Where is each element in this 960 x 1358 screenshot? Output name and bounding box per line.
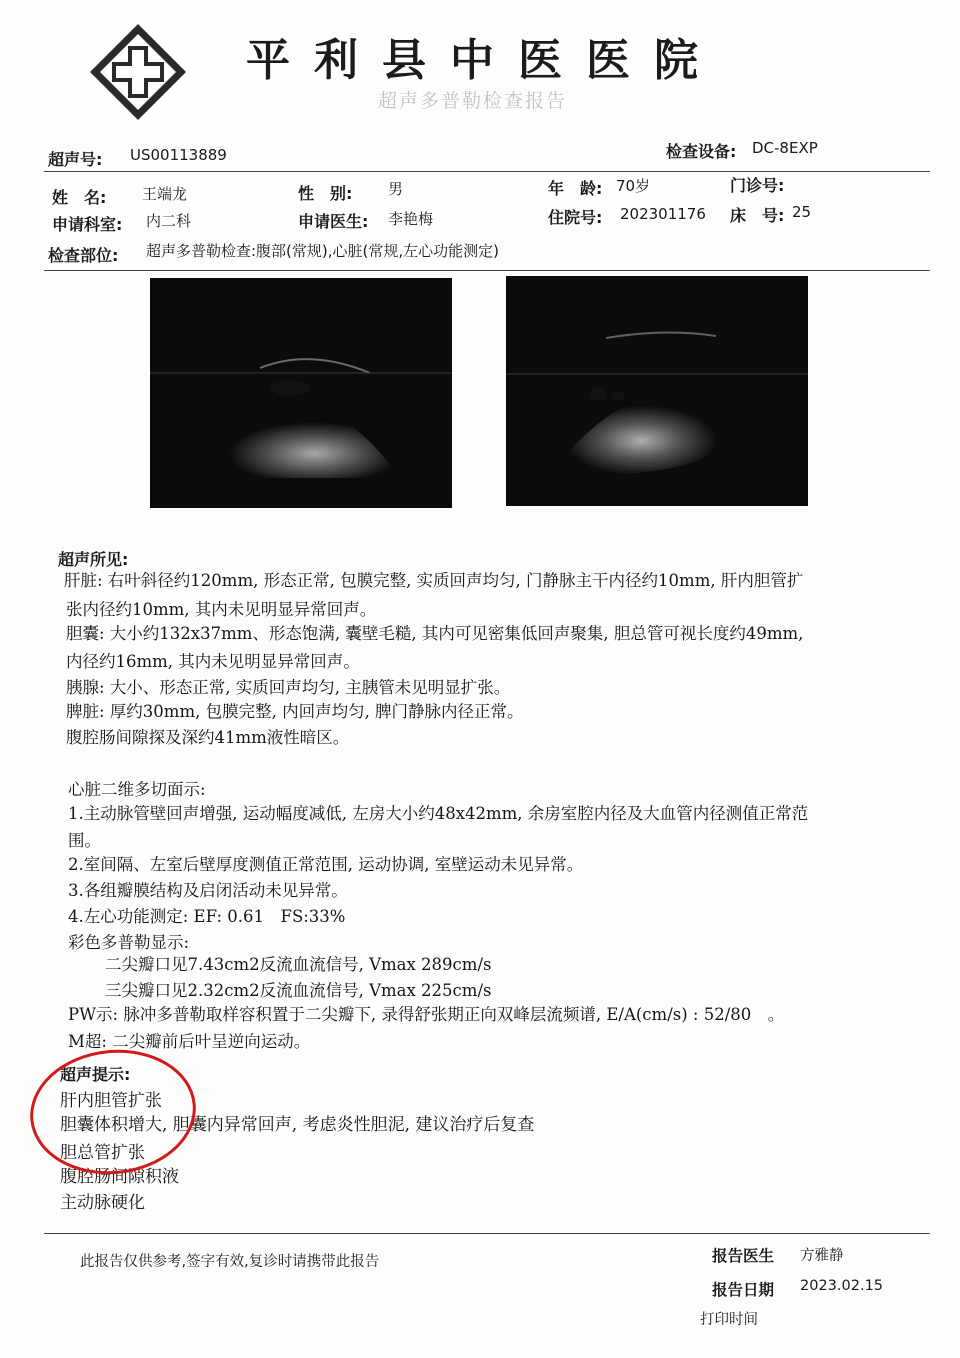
heart-line: 彩色多普勒显示: [68, 933, 190, 952]
bed-no: 25 [792, 203, 812, 221]
dept-label: 申请科室: [52, 215, 123, 234]
ultrasound-scan-icon [506, 276, 808, 506]
report-date: 2023.02.15 [800, 1278, 884, 1294]
heart-line: 三尖瓣口见2.32cm2反流血流信号, Vmax 225cm/s [72, 981, 492, 1000]
clinic-label: 门诊号: [730, 176, 785, 195]
findings-line: 脾脏: 厚约30mm, 包膜完整, 内回声均匀, 脾门静脉内径正常。 [66, 702, 524, 721]
findings-line: 胆囊: 大小约132x37mm、形态饱满, 囊壁毛糙, 其内可见密集低回声聚集, 胆总管可视长度约49mm, [66, 624, 804, 643]
impression-title: 超声提示: [60, 1065, 131, 1084]
findings-line: 肝脏: 右叶斜径约120mm, 形态正常, 包膜完整, 实质回声均匀, 门静脉主干内径约10mm, 肝内胆管扩 [64, 571, 804, 590]
sex-label: 性 别: [298, 184, 353, 203]
report-no: US00113889 [130, 146, 227, 164]
requesting-doctor: 李艳梅 [388, 210, 434, 228]
findings-line: 内径约16mm, 其内未见明显异常回声。 [66, 652, 360, 671]
print-time-label: 打印时间 [700, 1312, 758, 1328]
findings-line: 张内径约10mm, 其内未见明显异常回声。 [66, 600, 377, 619]
device-label: 检查设备: [666, 142, 737, 161]
age-label: 年 龄: [548, 179, 603, 198]
red-cross-emblem-icon [88, 22, 188, 122]
name-label: 姓 名: [52, 188, 107, 207]
device: DC-8EXP [752, 139, 818, 157]
footer-rule [44, 1233, 930, 1234]
bed-label: 床 号: [730, 206, 785, 225]
footer-note: 此报告仅供参考,签字有效,复诊时请携带此报告 [80, 1254, 380, 1270]
heart-line: 3.各组瓣膜结构及启闭活动未见异常。 [68, 881, 348, 900]
header-rule-top [44, 171, 930, 172]
impression-line: 腹腔肠间隙积液 [60, 1167, 179, 1187]
patient-name: 王端龙 [142, 185, 188, 203]
hospital-name: 平利县中医医院 [246, 35, 722, 86]
heart-line: 1.主动脉管壁回声增强, 运动幅度减低, 左房大小约48x42mm, 余房室腔内径及大血管内径测值正常范 [68, 804, 809, 823]
heart-line: M超: 二尖瓣前后叶呈逆向运动。 [68, 1032, 311, 1051]
heart-line: PW示: 脉冲多普勒取样容积置于二尖瓣下, 录得舒张期正向双峰层流频谱, E/A(cm/s) : 52/80 。 [68, 1005, 785, 1024]
heart-line: 4.左心功能测定: EF: 0.61 FS:33% [68, 907, 346, 926]
patient-age: 70岁 [616, 177, 651, 195]
ultrasound-image-1 [150, 278, 452, 508]
doctor-label: 申请医生: [298, 212, 369, 231]
ultrasound-image-2 [506, 276, 808, 506]
heart-line: 2.室间隔、左室后壁厚度测值正常范围, 运动协调, 室壁运动未见异常。 [68, 855, 584, 874]
findings-title: 超声所见: [58, 550, 129, 569]
impression-line: 主动脉硬化 [60, 1193, 145, 1213]
findings-line: 胰腺: 大小、形态正常, 实质回声均匀, 主胰管未见明显扩张。 [66, 678, 511, 697]
heart-line: 二尖瓣口见7.43cm2反流血流信号, Vmax 289cm/s [72, 955, 492, 974]
heart-line: 围。 [68, 831, 101, 850]
header-rule-bottom [44, 270, 930, 271]
report-doctor: 方雅静 [800, 1248, 844, 1264]
patient-sex: 男 [388, 180, 404, 198]
heart-line: 心脏二维多切面示: [68, 780, 206, 799]
report-no-label: 超声号: [48, 150, 103, 169]
impression-line: 胆总管扩张 [60, 1143, 145, 1163]
exam-site: 超声多普勒检查:腹部(常规),心脏(常规,左心功能测定) [146, 242, 500, 260]
ultrasound-scan-icon [150, 278, 452, 508]
inpatient-no: 202301176 [620, 205, 706, 223]
report-subtitle: 超声多普勒检查报告 [378, 90, 568, 112]
inpatient-label: 住院号: [548, 208, 603, 227]
findings-line: 腹腔肠间隙探及深约41mm液性暗区。 [66, 728, 350, 747]
impression-line: 胆囊体积增大, 胆囊内异常回声, 考虑炎性胆泥, 建议治疗后复查 [60, 1115, 535, 1135]
report-date-label: 报告日期 [712, 1281, 775, 1299]
exam-label: 检查部位: [48, 246, 119, 265]
impression-line: 肝内胆管扩张 [60, 1091, 162, 1111]
dept: 内二科 [146, 212, 192, 230]
report-doctor-label: 报告医生 [712, 1247, 775, 1265]
